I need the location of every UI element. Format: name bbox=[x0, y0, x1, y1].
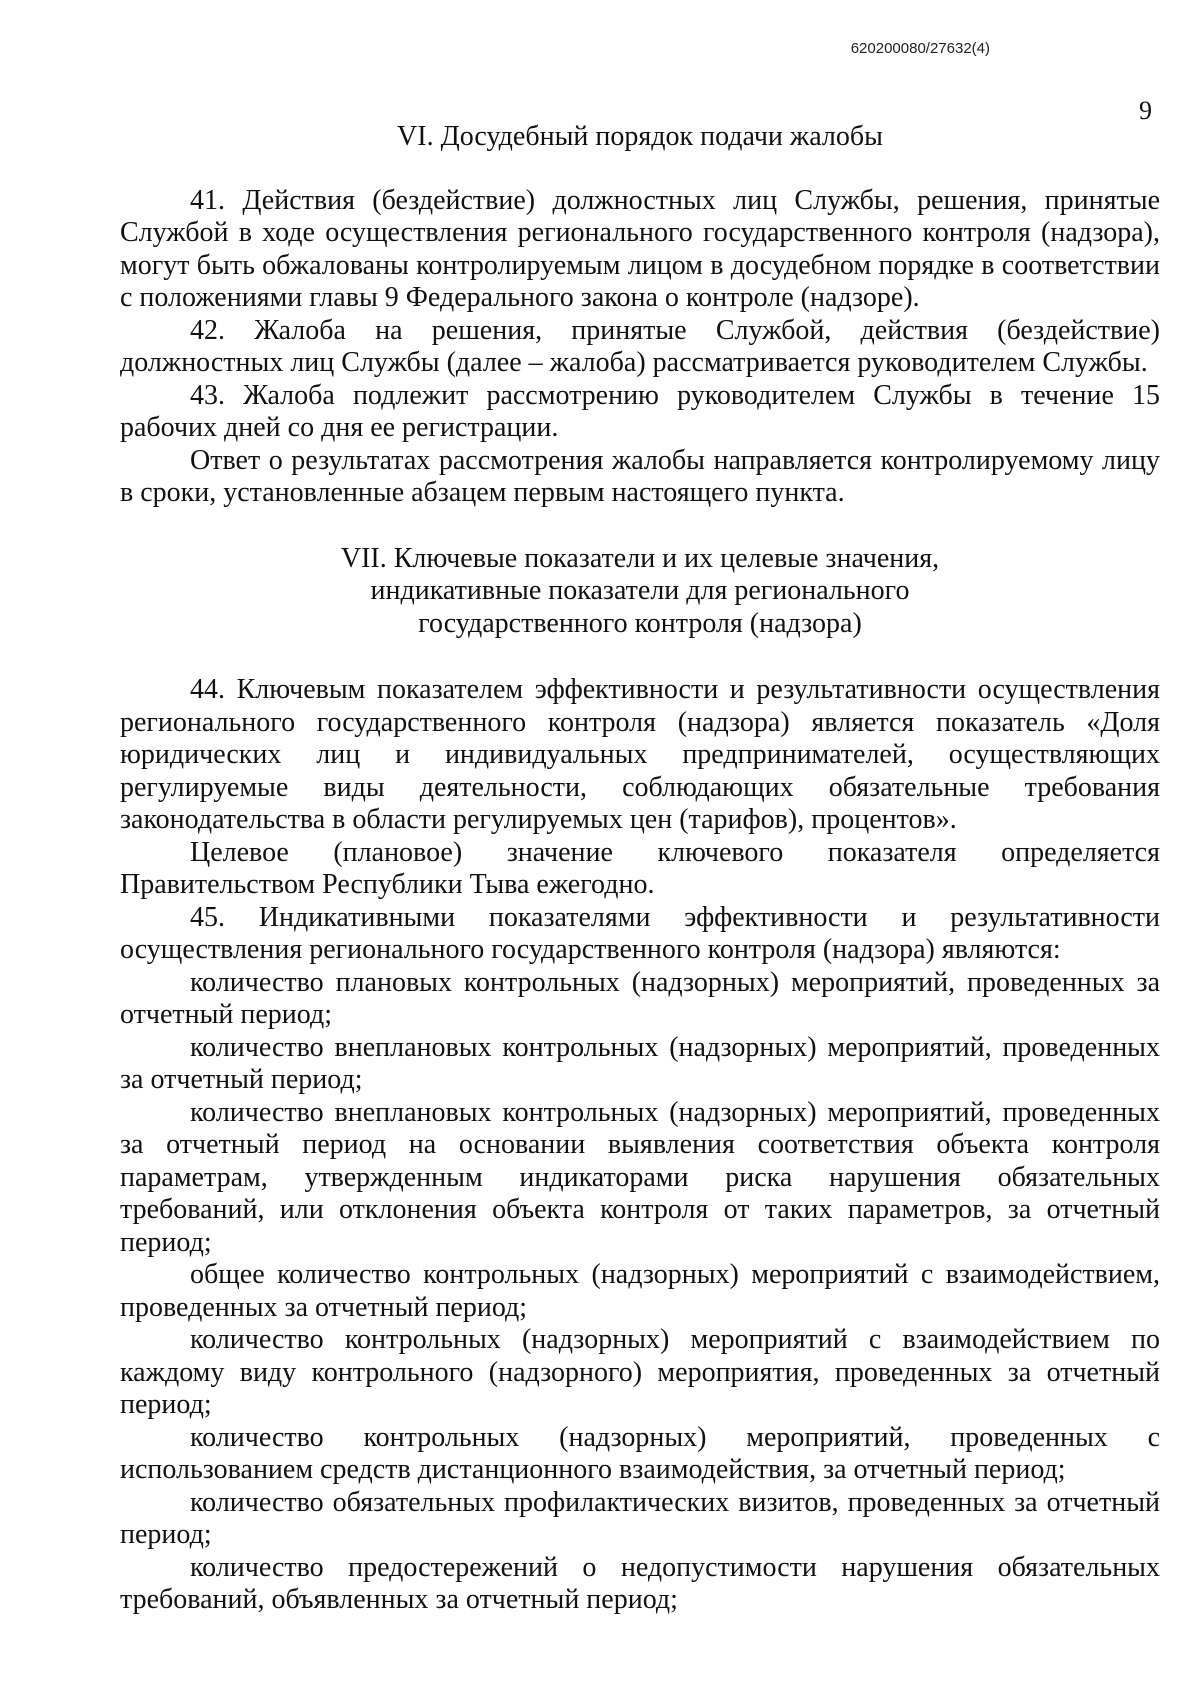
indicator-item: количество внеплановых контрольных (надзорных) мероприятий, проведенных за отчетный период на основании выявления соответствия объекта контроля параметрам, утвержденным индикаторами риска нарушения обязательных требований, или отклонения объекта контроля от таких параметров, за отчетный период; bbox=[120, 1096, 1160, 1258]
section-7-title bbox=[120, 543, 1160, 641]
paragraph-42: 42. Жалоба на решения, принятые Службой, действия (бездействие) должностных лиц Службы (далее – жалоба) рассматривается руководителем Службы. bbox=[120, 314, 1160, 378]
paragraph-43-answer: Ответ о результатах рассмотрения жалобы направляется контролируемому лицу в сроки, установленные абзацем первым настоящего пункта. bbox=[120, 444, 1160, 508]
indicator-item: количество внеплановых контрольных (надзорных) мероприятий, проведенных за отчетный период; bbox=[120, 1031, 1160, 1095]
section-7-title-line-2: индикативные показатели для регионального bbox=[370, 575, 910, 606]
indicator-item: количество плановых контрольных (надзорных) мероприятий, проведенных за отчетный период; bbox=[120, 966, 1160, 1030]
section-7-title-line-3: государственного контроля (надзора) bbox=[418, 607, 862, 639]
document-id: 620200080/27632(4) bbox=[850, 40, 990, 57]
paragraph-45: 45. Индикативными показателями эффективности и результативности осуществления регионального государственного контроля (надзора) являются: bbox=[120, 901, 1160, 965]
indicator-item: количество контрольных (надзорных) мероприятий с взаимодействием по каждому виду контрольного (надзорного) мероприятия, проведенных за отчетный период; bbox=[120, 1324, 1160, 1420]
indicator-item: количество контрольных (надзорных) мероприятий, проведенных с использованием средств дистанционного взаимодействия, за отчетный период; bbox=[120, 1421, 1160, 1485]
indicator-item: количество обязательных профилактических визитов, проведенных за отчетный период; bbox=[120, 1486, 1160, 1550]
paragraph-44: 44. Ключевым показателем эффективности и результативности осуществления регионального государственного контроля (надзора) является показатель «Доля юридических лиц и индивидуальных предпринимателей, осуществляющих регулируемые виды деятельности, соблюдающих обязательные требования законодательства в области регулируемых цен (тарифов), процентов». bbox=[120, 674, 1160, 835]
indicator-item: количество предостережений о недопустимости нарушения обязательных требований, объявленных за отчетный период; bbox=[120, 1551, 1160, 1615]
paragraph-43: 43. Жалоба подлежит рассмотрению руководителем Службы в течение 15 рабочих дней со дня ее регистрации. bbox=[120, 379, 1160, 443]
page-number: 9 bbox=[1139, 96, 1152, 125]
document-body bbox=[120, 121, 1160, 1617]
indicator-item: общее количество контрольных (надзорных) мероприятий с взаимодействием, проведенных за отчетный период; bbox=[120, 1259, 1160, 1323]
section-7-title-line-1: VII. Ключевые показатели и их целевые значения, bbox=[340, 542, 940, 574]
paragraph-41: 41. Действия (бездействие) должностных лиц Службы, решения, принятые Службой в ходе осуществления регионального государственного контроля (надзора), могут быть обжалованы контролируемым лицом в досудебном порядке в соответствии с положениями главы 9 Федерального закона о контроле (надзоре). bbox=[120, 184, 1160, 313]
paragraph-44-target: Целевое (плановое) значение ключевого показателя определяется Правительством Республики Тыва ежегодно. bbox=[120, 836, 1160, 900]
section-6-title: VI. Досудебный порядок подачи жалобы bbox=[397, 121, 883, 152]
